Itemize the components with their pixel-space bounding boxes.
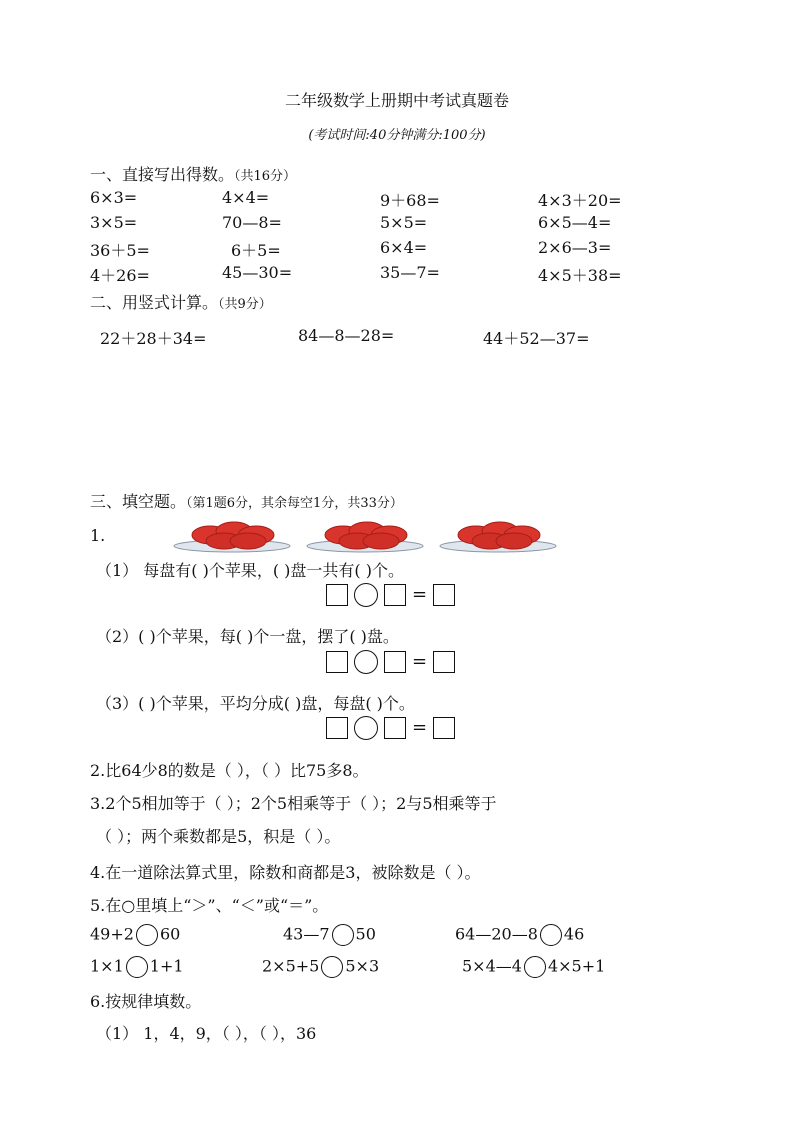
equation-boxes-3 [326, 716, 455, 740]
question-1-part-1: （1） 每盘有( )个苹果，( )盘一共有( )个。 [96, 561, 404, 580]
mental-math-0-1: 4×4= [222, 188, 270, 207]
compare-circle[interactable] [136, 924, 158, 946]
mental-math-1-2: 5×5= [380, 213, 428, 232]
vertical-calc-0: 22＋28＋34= [100, 329, 207, 348]
compare-item-5 [262, 956, 379, 978]
compare-item-4 [90, 956, 184, 978]
mental-math-3-2: 35—7= [380, 263, 440, 282]
question-6-part-1: （1） 1，4，9，（ ），（ ），36 [96, 1024, 317, 1043]
equals-sign: = [412, 651, 428, 672]
mental-math-2-1: 6＋5= [231, 241, 281, 260]
compare-circle[interactable] [126, 956, 148, 978]
answer-box[interactable] [384, 584, 406, 606]
mental-math-2-0: 36＋5= [90, 241, 150, 260]
section-2-points: （共9分） [218, 297, 272, 312]
mental-math-0-2: 9＋68= [380, 191, 440, 210]
section-2-title: 二、用竖式计算。 [90, 293, 219, 312]
section-2-heading [90, 290, 272, 313]
compare-circle[interactable] [540, 924, 562, 946]
answer-box[interactable] [384, 651, 406, 673]
compare-item-1 [90, 924, 180, 946]
mental-math-3-1: 45—30= [222, 263, 293, 282]
vertical-calc-1: 84—8—28= [298, 326, 395, 345]
question-6: 6.按规律填数。 [90, 992, 202, 1011]
apple-plates-illustration [170, 520, 560, 554]
mental-math-1-1: 70—8= [222, 213, 282, 232]
compare-right: 60 [159, 924, 181, 944]
answer-box[interactable] [326, 717, 348, 739]
compare-left: 43—7 [283, 924, 330, 944]
question-3-line-1: 3.2个5相加等于（ ）；2个5相乘等于（ ）；2与5相乘等于 [90, 794, 497, 813]
question-2: 2.比64少8的数是（ ），（ ）比75多8。 [90, 761, 369, 780]
compare-left: 49+2 [90, 924, 134, 944]
answer-box[interactable] [326, 651, 348, 673]
compare-circle[interactable] [321, 956, 343, 978]
question-1-number: 1. [90, 526, 106, 545]
section-1-heading [90, 162, 296, 185]
question-1-part-3: （3）( )个苹果，平均分成( )盘，每盘( )个。 [96, 694, 415, 713]
section-3-points: （第1题6分，其余每空1分，共33分） [186, 496, 403, 511]
equals-sign: = [412, 584, 428, 605]
mental-math-3-3: 4×5＋38= [538, 266, 622, 285]
equation-boxes-2 [326, 650, 455, 674]
mental-math-1-0: 3×5= [90, 213, 138, 232]
compare-item-3 [455, 924, 584, 946]
plate-2 [307, 522, 423, 552]
question-1-part-2: （2）( )个苹果，每( )个一盘，摆了( )盘。 [96, 627, 399, 646]
section-1-points: （共16分） [234, 169, 297, 184]
mental-math-3-0: 4＋26= [90, 266, 150, 285]
compare-circle[interactable] [524, 956, 546, 978]
vertical-calc-2: 44＋52—37= [483, 329, 590, 348]
question-5: 5.在○里填上“＞”、“＜”或“＝”。 [90, 896, 329, 915]
page-subtitle: (考试时间:40分钟满分:100分) [308, 128, 486, 143]
section-3-heading [90, 489, 403, 512]
operator-circle[interactable] [354, 650, 378, 674]
answer-box[interactable] [433, 651, 455, 673]
mental-math-2-3: 2×6—3= [538, 238, 612, 257]
plate-1 [174, 522, 290, 552]
mental-math-1-3: 6×5—4= [538, 213, 612, 232]
operator-circle[interactable] [354, 583, 378, 607]
mental-math-0-0: 6×3= [90, 188, 138, 207]
compare-right: 46 [563, 924, 585, 944]
compare-left: 64—20—8 [455, 924, 538, 944]
operator-circle[interactable] [354, 716, 378, 740]
compare-right: 50 [355, 924, 376, 944]
page-title: 二年级数学上册期中考试真题卷 [284, 91, 509, 110]
equals-sign: = [412, 717, 428, 738]
compare-item-2 [283, 924, 376, 946]
compare-circle[interactable] [332, 924, 354, 946]
question-4: 4.在一道除法算式里，除数和商都是3，被除数是（ ）。 [90, 863, 481, 882]
question-3-line-2: （ ）；两个乘数都是5，积是（ ）。 [96, 827, 341, 846]
answer-box[interactable] [384, 717, 406, 739]
compare-right: 4×5+1 [547, 956, 606, 976]
mental-math-0-3: 4×3＋20= [538, 191, 622, 210]
plate-3 [440, 522, 556, 552]
section-1-title: 一、直接写出得数。 [90, 165, 235, 184]
answer-box[interactable] [433, 717, 455, 739]
compare-item-6 [462, 956, 605, 978]
answer-box[interactable] [433, 584, 455, 606]
answer-box[interactable] [326, 584, 348, 606]
mental-math-2-2: 6×4= [380, 238, 428, 257]
compare-right: 1+1 [149, 956, 184, 976]
equation-boxes-1 [326, 583, 455, 607]
section-3-title: 三、填空题。 [90, 492, 187, 511]
compare-right: 5×3 [345, 956, 380, 976]
compare-left: 2×5+5 [262, 956, 320, 976]
compare-left: 5×4—4 [462, 956, 522, 976]
compare-left: 1×1 [90, 956, 124, 976]
